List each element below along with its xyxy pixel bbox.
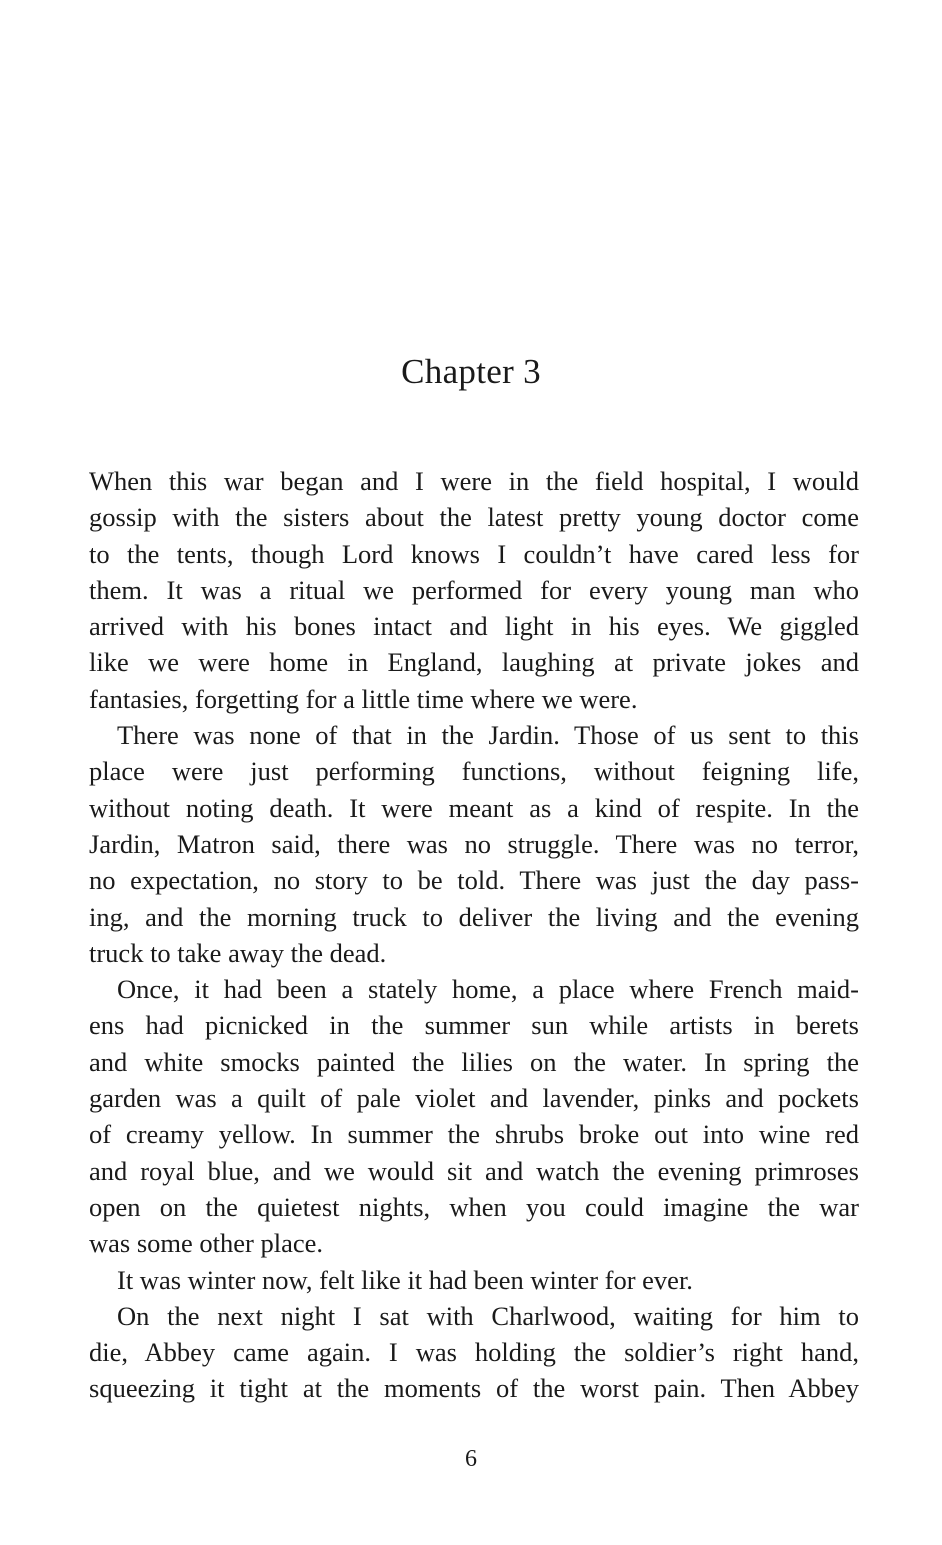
- text-line: to the tents, though Lord knows I couldn’t have cared less for: [89, 538, 859, 569]
- text-line: of creamy yellow. In summer the shrubs broke out into wine red: [89, 1119, 859, 1150]
- text-line: and white smocks painted the lilies on the water. In spring the: [89, 1046, 859, 1077]
- text-line: arrived with his bones intact and light in his eyes. We giggled: [89, 611, 859, 642]
- paragraph: [89, 1262, 859, 1298]
- text-line: Once, it had been a stately home, a place where French maid-: [117, 974, 859, 1005]
- text-line: squeezing it tight at the moments of the worst pain. Then Abbey: [89, 1373, 859, 1404]
- text-line: without noting death. It were meant as a kind of respite. In the: [89, 792, 859, 823]
- text-line: place were just performing functions, without feigning life,: [89, 756, 859, 787]
- text-line: open on the quietest nights, when you could imagine the war: [89, 1191, 859, 1222]
- text-line: ens had picnicked in the summer sun while artists in berets: [89, 1010, 859, 1041]
- paragraph: [89, 1298, 859, 1407]
- paragraph: [89, 463, 859, 717]
- paragraph: [89, 717, 859, 971]
- text-line: fantasies, forgetting for a little time where we were.: [89, 683, 638, 714]
- text-line: was some other place.: [89, 1228, 323, 1259]
- text-line: On the next night I sat with Charlwood, waiting for him to: [117, 1300, 859, 1331]
- text-line: garden was a quilt of pale violet and lavender, pinks and pockets: [89, 1083, 859, 1114]
- text-line: gossip with the sisters about the latest pretty young doctor come: [89, 502, 859, 533]
- text-line: There was none of that in the Jardin. Those of us sent to this: [117, 720, 859, 751]
- text-line: It was winter now, felt like it had been winter for ever.: [117, 1264, 693, 1295]
- text-line: like we were home in England, laughing at private jokes and: [89, 647, 859, 678]
- text-line: ing, and the morning truck to deliver the living and the evening: [89, 901, 859, 932]
- text-line: When this war began and I were in the field hospital, I would: [89, 466, 859, 496]
- chapter-title: Chapter 3: [401, 352, 541, 391]
- text-line: no expectation, no story to be told. There was just the day pass-: [89, 865, 859, 896]
- text-line: and royal blue, and we would sit and watch the evening primroses: [89, 1155, 859, 1186]
- chapter-body: [89, 463, 859, 1407]
- page-number: 6: [465, 1446, 477, 1472]
- text-line: them. It was a ritual we performed for every young man who: [89, 574, 859, 605]
- text-line: die, Abbey came again. I was holding the soldier’s right hand,: [89, 1337, 859, 1368]
- text-line: Jardin, Matron said, there was no struggle. There was no terror,: [89, 828, 859, 859]
- text-line: truck to take away the dead.: [89, 937, 387, 968]
- paragraph: [89, 971, 859, 1261]
